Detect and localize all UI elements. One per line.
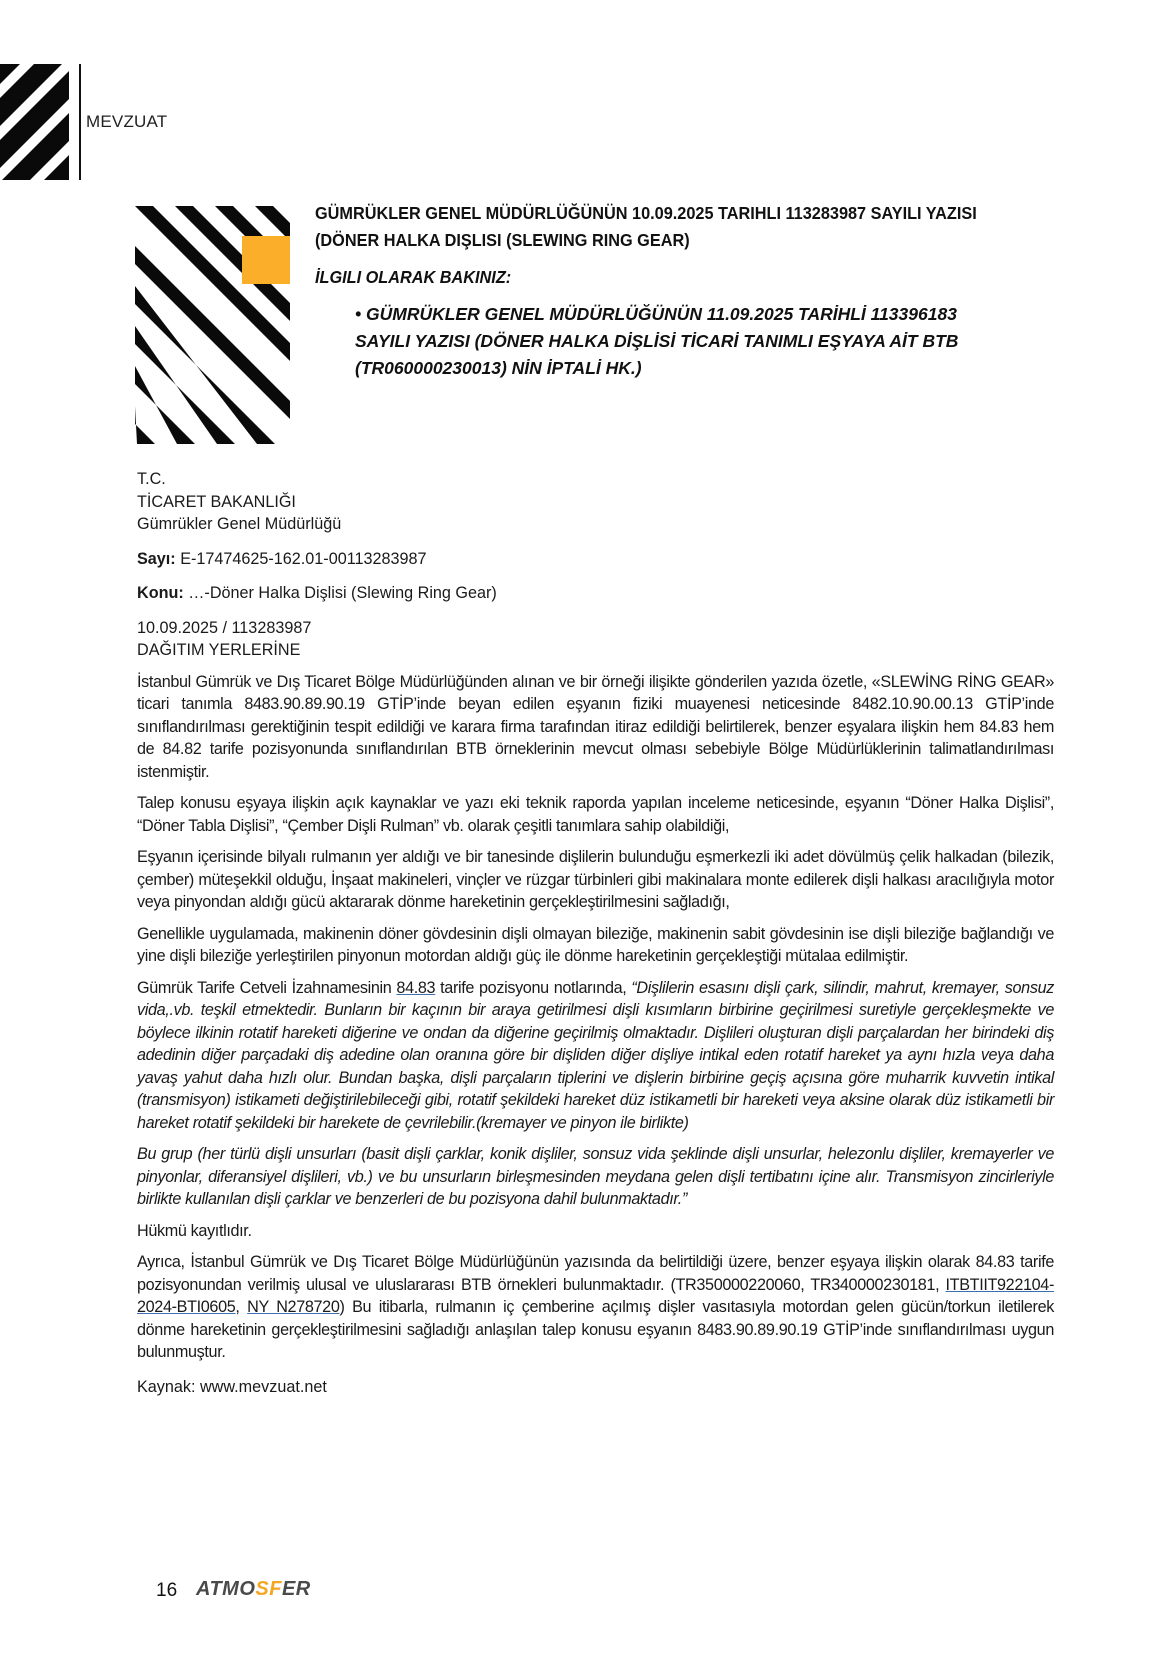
diagonal-stripes-icon — [0, 64, 69, 180]
number-label: Sayı: — [137, 549, 176, 568]
text: Gümrük Tarife Cetveli İzahnamesinin — [137, 978, 397, 997]
text: , — [235, 1298, 248, 1316]
section-label: MEVZUAT — [86, 112, 168, 131]
document-number — [137, 548, 1054, 571]
date-reference: 10.09.2025 / 113283987 — [137, 618, 312, 637]
org-line: TİCARET BAKANLIĞI — [137, 492, 296, 511]
subject-label: Konu: — [137, 584, 184, 602]
bti-link-ny[interactable]: NY N278720 — [247, 1298, 340, 1316]
article-title: GÜMRÜKLER GENEL MÜDÜRLÜĞÜNÜN 10.09.2025 TARIHLI 113283987 SAYILI YAZISI (DÖNER HALKA DIŞLISI (SLEWING RING GEAR) — [315, 203, 977, 250]
related-reference: • GÜMRÜKLER GENEL MÜDÜRLÜĞÜNÜN 11.09.2025 TARİHLİ 113396183 SAYILI YAZISI (DÖNER HALKA DİŞLİSİ TİCARİ TANIMLI EŞYAYA AİT BTB (TR060000230013) NİN İPTALİ HK.) — [355, 304, 959, 378]
quoted-text: Bu grup (her türlü dişli unsurları (basit dişli çarklar, konik dişliler, sonsuz vida şeklinde dişli unsurlar, helezonlu dişliler, kremayerler ve pinyonlar, diferansiyel dişlileri, vb.) ve bu unsurların birleşmesinden meydana gelen dişli tertibatını içine alır. Transmisyon zincirleriyle birlikte kullanılan dişli çarklar ve benzerleri de bu pozisyona dahil bulunmaktadır.” — [137, 1145, 1054, 1208]
text: ) Bu itibarla, rulmanın iç çemberine açılmış dişler vasıtasıyla motordan gelen gücün/torkun iletilerek dönme hareketinin gerçekleştirilmesini sağladığı anlaşılan talep konusu eşyanın 8483.90.89.90.19 GTİP’inde sınıflandırılması uygun bulunmuştur. — [137, 1298, 1054, 1361]
distribution-line: DAĞITIM YERLERİNE — [137, 641, 301, 659]
logo-text: ATMO — [196, 1578, 256, 1600]
source-line: Kaynak: www.mevzuat.net — [137, 1377, 327, 1396]
paragraph: İstanbul Gümrük ve Dış Ticaret Bölge Müdürlüğünden alınan ve bir örneği ilişikte gönderilen yazıda özetle, «SLEWİNG RİNG GEAR» ticari tanımla 8483.90.89.90.19 GTİP’inde beyan edilen eşyanın fiziki muayenesi neticesinde 8482.10.90.00.13 GTİP’inde sınıflandırılması gerektiğinin tespit edildiği ve karara firma tarafından itiraz edildiği belirtilerek, benzer eşyalara ilişkin hem 84.83 hem de 84.82 tarife pozisyonunda sınıflandırılan BTB örneklerinin mevcut olması sebebiyle Bölge Müdürlüklerinin talimatlandırılması istenmiştir. — [137, 672, 1054, 781]
paragraph: Hükmü kayıtlıdır. — [137, 1221, 252, 1240]
atmosfer-logo — [196, 1578, 311, 1601]
tariff-link-8483[interactable]: 84.83 — [396, 978, 436, 997]
title-stripe-graphic — [135, 206, 290, 444]
page-number: 16 — [156, 1580, 178, 1601]
text: Ayrıca, İstanbul Gümrük ve Dış Ticaret Bölge Müdürlüğünün yazısında da belirtildiği üzere, benzer eşyaya ilişkin olarak 84.83 tarife pozisyonundan verilmiş ulusal ve uluslararası BTB örnekleri bulunmaktadır. (TR350000220060, TR340000230181, — [137, 1253, 1054, 1294]
org-line: T.C. — [137, 470, 166, 488]
header-stripe-graphic — [0, 64, 69, 180]
text: tarife pozisyonu notlarında, — [435, 978, 632, 997]
document-subject — [137, 582, 1054, 605]
accent-square — [242, 236, 290, 284]
paragraph: Talep konusu eşyaya ilişkin açık kaynaklar ve yazı eki teknik raporda yapılan inceleme neticesinde, eşyanın “Döner Halka Dişlisi”, “Döner Tabla Dişlisi”, “Çember Dişli Rulman” vb. olarak çeşitli tanımlara sahip olabildiği, — [137, 794, 1054, 835]
paragraph — [137, 977, 1054, 1135]
letter-body — [137, 468, 1054, 1407]
number-value: E-17474625-162.01-00113283987 — [175, 549, 427, 568]
logo-accent-text: SF — [255, 1578, 282, 1600]
logo-text: ER — [281, 1578, 311, 1600]
quoted-text: “Dişlilerin esasını dişli çark, silindir, mahrut, kremayer, sonsuz vida,.vb. teşkil etmektedir. Bunların bir kaçının bir araya getirilmesi dişli kısımların birbirine geçirilmesi suretiyle gerçekleşmekte ve böylece ilkinin rotatif hareketi diğerine ve ondan da diğerine geçirilmiş olmaktadır. Dişlileri oluşturan dişli parçalardan her birindeki diş adedinin diğer parçadaki diş adedine olan oranına göre bir dişliden diğer dişliye intikal eden rotatif hareket ya aynı hızla veya daha yavaş yahut daha hızlı olur. Bundan başka, dişli parçaların tiplerini ve dişlerin birbirine geçiş açısına göre muharrik kuvvetin intikal (transmisyon) istikameti değiştirilebileceği gibi, rotatif şekildeki hareket düz istikametli bir hareketi veya aksine olarak düz istikametli bir hareket rotatif şekildeki bir harekete de çevrilebilir.(kremayer ve pinyon ile birlikte) — [137, 978, 1054, 1132]
org-line: Gümrükler Genel Müdürlüğü — [137, 515, 342, 533]
paragraph — [137, 1251, 1054, 1364]
subject-value: …-Döner Halka Dişlisi (Slewing Ring Gear) — [183, 584, 497, 602]
header-divider — [79, 64, 81, 180]
see-also-label: İLGILI OLARAK BAKINIZ: — [315, 267, 512, 287]
diagonal-stripes-accent-icon — [135, 206, 290, 444]
paragraph — [137, 1143, 1054, 1211]
bti-link-itbti[interactable]: ITBTIIT922104-2024-BTI0605 — [137, 1275, 1054, 1316]
paragraph: Genellikle uygulamada, makinenin döner gövdesinin dişli olmayan bileziğe, makinenin sabit gövdesinin ise dişli bileziğe bağlandığı ve yine dişli bileziğe yerleştirilen pinyonun motordan aldığı güç ile dönme hareketinin gerçekleştiği mütalaa edilmiştir. — [137, 924, 1054, 965]
paragraph: Eşyanın içerisinde bilyalı rulmanın yer aldığı ve bir tanesinde dişlilerin bulunduğu eşmerkezli iki adet dövülmüş çelik halkadan (bilezik, çember) müteşekkil olduğu, İnşaat makineleri, vinçler ve rüzgar türbinleri gibi makinalara monte edilerek dişli halkası aracılığıyla motor veya pinyondan aldığı gücü aktararak dönme hareketinin gerçekleştirilmesini sağladığı, — [137, 848, 1054, 911]
article-title-block — [315, 200, 1015, 382]
